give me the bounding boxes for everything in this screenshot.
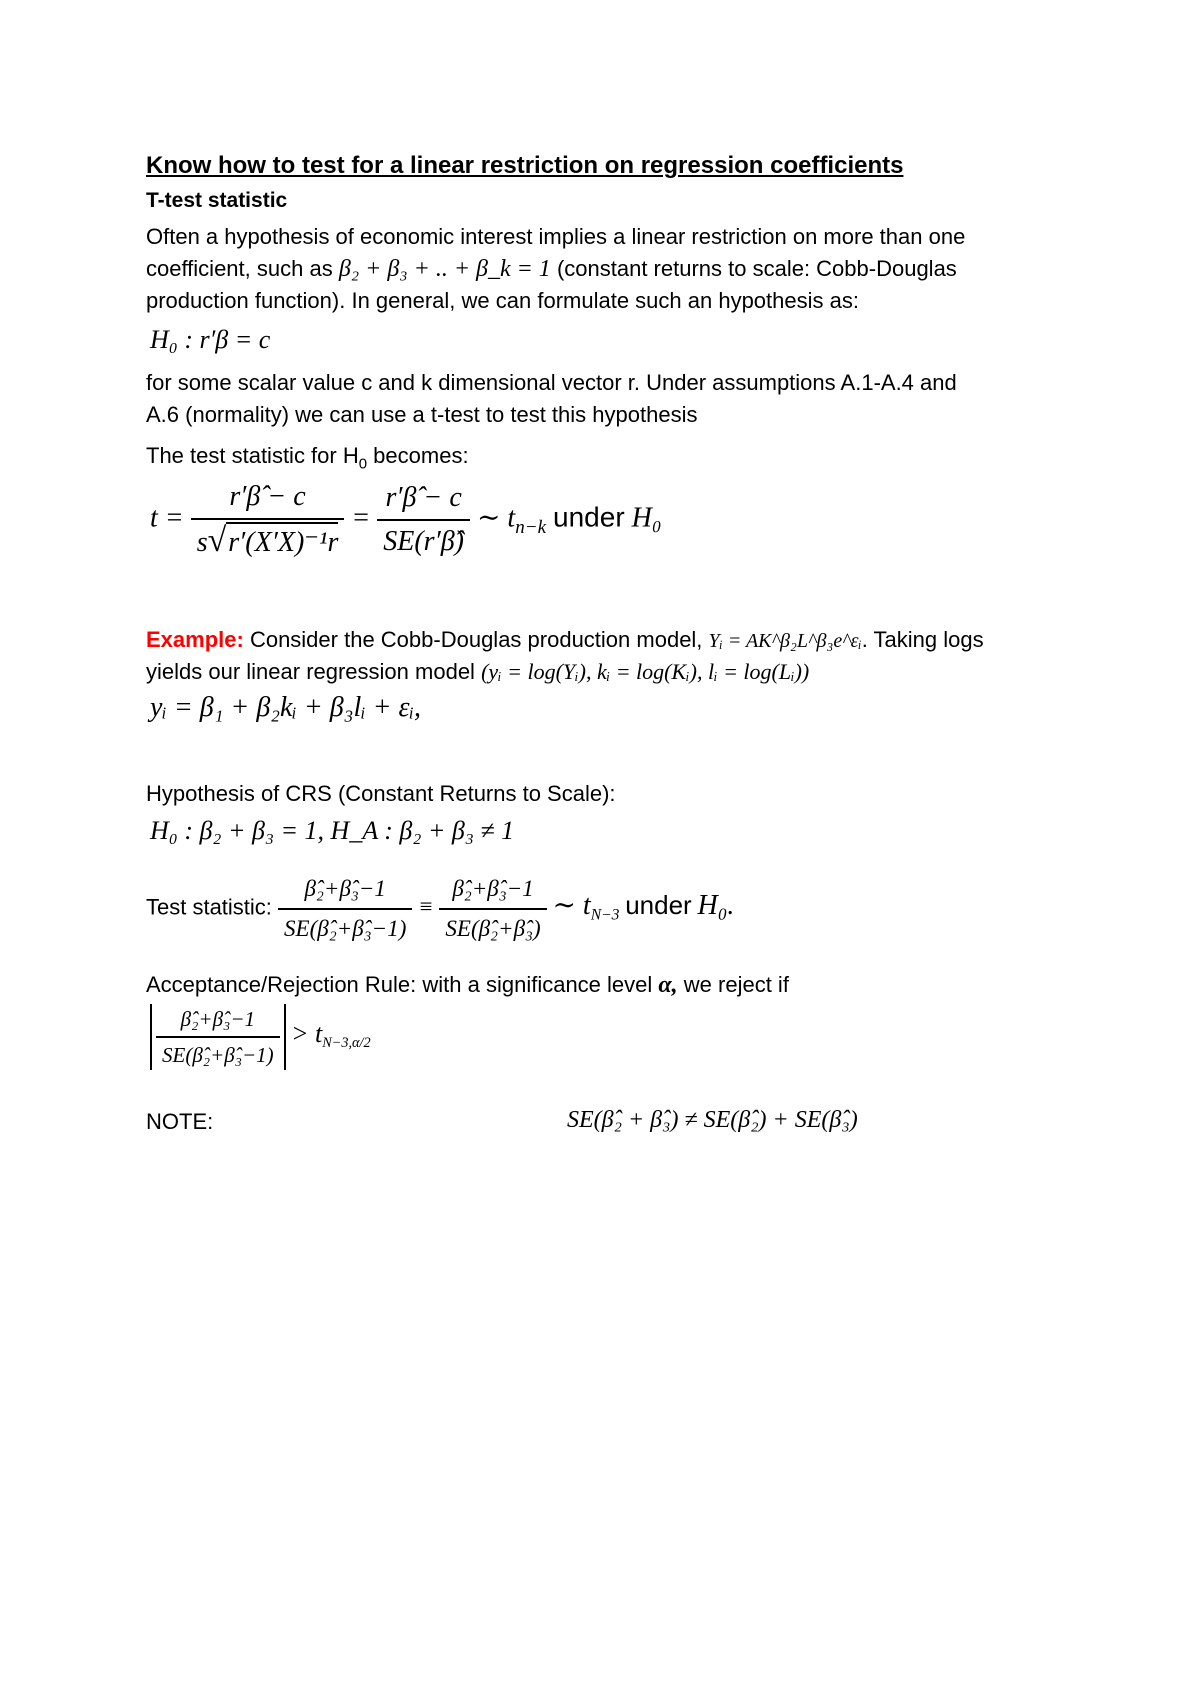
t-fraction-2-num: r′β̂ − c [377,479,470,521]
log-definitions: (yᵢ = log(Yᵢ), kᵢ = log(Kᵢ), lᵢ = log(Lᵢ)) [481,659,810,684]
rule-text-pre: Acceptance/Rejection Rule: with a significance level [146,972,659,997]
linear-restriction-formula: β₂ + β₃ + .. + β_k = 1 [338,256,551,282]
rule-fraction [156,1004,280,1070]
t-fraction-1 [191,478,345,562]
rule-fraction-num: β̂₂+β̂₃−1 [156,1004,280,1038]
crs-test-statistic-formula [278,876,735,941]
para1-line2-text: coefficient, such as [146,256,333,281]
t-fraction-2 [377,479,470,561]
example-line1 [146,624,984,657]
rule-text-post: we reject if [677,972,789,997]
t-eq: = [351,502,371,534]
test-statistic-label: Test statistic: [146,894,272,920]
crs-fraction-2 [439,872,546,946]
regression-model-formula: yᵢ = β₁ + β₂kᵢ + β₃lᵢ + εᵢ, [150,692,422,723]
rule-line [146,969,789,1001]
t-fraction-1-num: r′β̂ − c [191,478,345,520]
para1-line2-post: (constant returns to scale: Cobb-Douglas [556,256,957,281]
example-line1-text: Consider the Cobb-Douglas production model, [243,627,709,652]
crs-fraction-1-num: β̂₂+β̂₃−1 [278,872,412,910]
t-lhs: t = [150,502,184,534]
crs-under: under [625,890,692,921]
t-fraction-2-den: SE(r′β̂) [383,526,464,557]
note-label: NOTE: [146,1109,214,1134]
t-statistic-formula [150,478,662,562]
t-h0: H₀ [631,502,662,534]
t-fraction-1-root: r′(X′X)⁻¹r [226,522,338,562]
rule-crit-sub: N−3,α/2 [322,1035,371,1051]
page-title: Know how to test for a linear restriction on regression coefficients [146,152,904,179]
crs-fraction-1-den: SE(β̂₂+β̂₃−1) [284,916,407,941]
para1-line3: production function). In general, we can formulate such an hypothesis as: [146,288,859,313]
para1-line2 [146,253,957,285]
test-statistic-row [146,872,734,946]
alpha-symbol: α, [658,972,678,998]
test-stat-intro [146,440,469,472]
para2-line2: A.6 (normality) we can use a t-test to test this hypothesis [146,402,698,427]
crs-fraction-2-den: SE(β̂₂+β̂₃) [445,916,541,941]
test-stat-intro-sub: 0 [358,455,368,473]
crs-fraction-1 [278,872,412,946]
para1-line1: Often a hypothesis of economic interest implies a linear restriction on more than one [146,224,966,249]
t-dist-sub: n−k [515,517,547,539]
cobb-douglas-formula: Yᵢ = AK^β₂L^β₃e^εᵢ [708,630,862,652]
rule-fraction-den: SE(β̂₂+β̂₃−1) [162,1043,274,1067]
example-label: Example: [146,627,244,652]
rule-gt: > t [290,1018,323,1048]
crs-hypothesis-formula: H₀ : β₂ + β₃ = 1, H_A : β₂ + β₃ ≠ 1 [150,816,515,845]
crs-h0: H₀. [697,890,735,922]
test-stat-intro-post: becomes: [367,443,469,468]
t-fraction-1-den: s√r′(X′X)⁻¹r [191,520,345,562]
t-dist: ∼ t [476,502,516,534]
crs-dist: ∼ t [552,890,591,922]
note-formula: SE(β̂₂ + β̂₃) ≠ SE(β̂₂) + SE(β̂₃) [567,1107,858,1133]
t-under: under [553,501,625,533]
crs-fraction-2-num: β̂₂+β̂₃−1 [439,872,546,910]
general-hypothesis-formula: H₀ : r′β = c [150,325,271,354]
crs-dist-sub: N−3 [590,906,620,924]
section-subtitle: T-test statistic [146,189,288,212]
rejection-rule-formula [150,1004,371,1070]
abs-value-bars [150,1004,286,1070]
para2-line1: for some scalar value c and k dimensional vector r. Under assumptions A.1-A.4 and [146,370,957,395]
test-stat-intro-pre: The test statistic for H [146,443,359,468]
crs-intro: Hypothesis of CRS (Constant Returns to Scale): [146,781,616,806]
example-line2 [146,656,809,688]
example-line2-text: yields our linear regression model [146,659,482,684]
example-line1-post: . Taking logs [861,627,984,652]
t-fraction-1-s: s [196,527,208,558]
crs-equiv: ≡ [418,894,434,920]
